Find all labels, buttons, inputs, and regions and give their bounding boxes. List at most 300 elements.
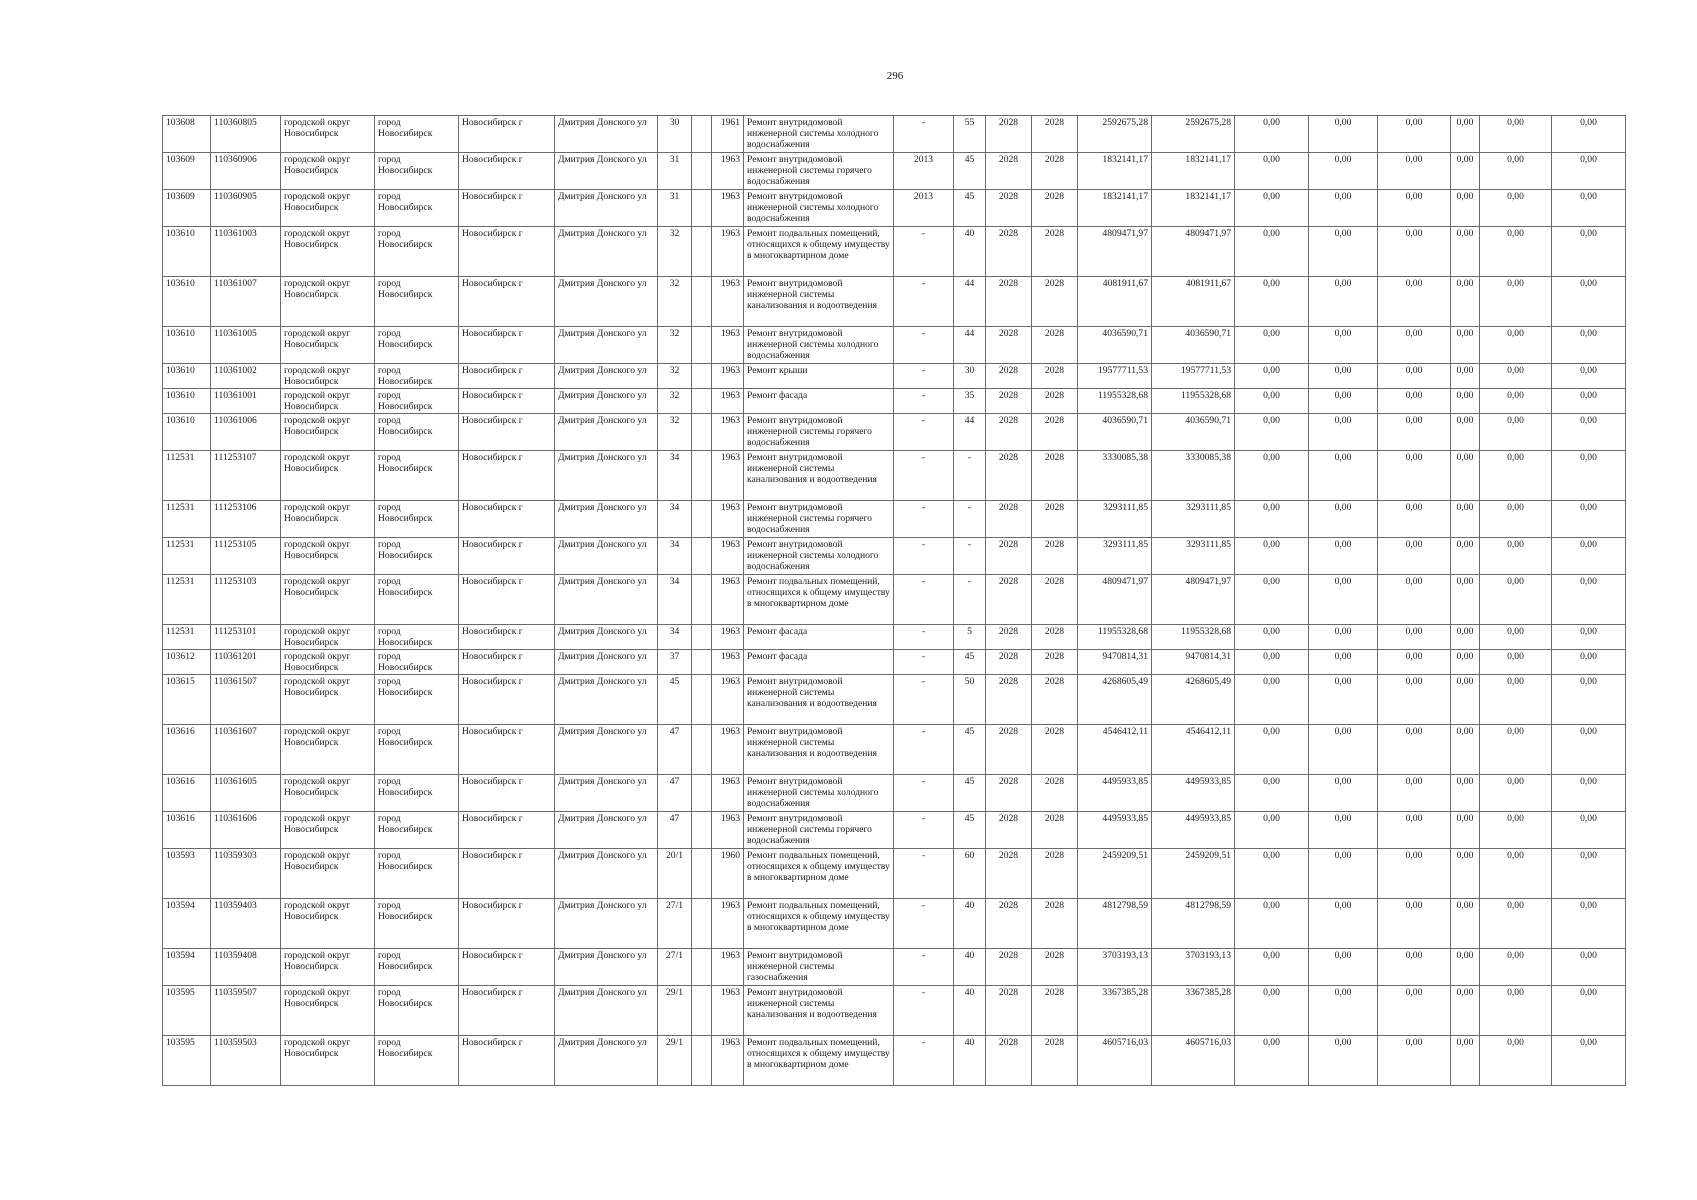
cell-amount-1: 0,00 — [1235, 277, 1309, 327]
cell-amount-6: 0,00 — [1552, 775, 1626, 812]
table-row — [163, 116, 1626, 153]
cell-building — [692, 389, 712, 414]
cell-amount-1: 0,00 — [1235, 949, 1309, 986]
cell-object-id: 103610 — [163, 327, 211, 364]
cell-house-number: 31 — [658, 153, 692, 190]
cell-amount-2: 0,00 — [1309, 501, 1378, 538]
cell-settlement: город Новосибирск — [375, 812, 459, 849]
cell-amount-5: 0,00 — [1480, 227, 1552, 277]
cell-cost-fund: 4809471,97 — [1152, 575, 1235, 625]
cell-cost-fund: 1832141,17 — [1152, 190, 1235, 227]
cell-locality: Новосибирск г — [459, 190, 555, 227]
cell-amount-5: 0,00 — [1480, 389, 1552, 414]
cell-amount-2: 0,00 — [1309, 949, 1378, 986]
cell-municipality: городской округ Новосибирск — [281, 650, 375, 675]
cell-cost-fund: 2592675,28 — [1152, 116, 1235, 153]
cell-building — [692, 364, 712, 389]
cell-amount-1: 0,00 — [1235, 190, 1309, 227]
cell-amount-2: 0,00 — [1309, 986, 1378, 1036]
cell-settlement: город Новосибирск — [375, 575, 459, 625]
cell-amount-2: 0,00 — [1309, 153, 1378, 190]
cell-amount-6: 0,00 — [1552, 812, 1626, 849]
cell-wear-percent: 60 — [954, 849, 986, 899]
capital-repair-table — [162, 115, 1626, 1086]
cell-amount-3: 0,00 — [1378, 949, 1451, 986]
cell-wear-percent: 45 — [954, 775, 986, 812]
cell-plan-year-end: 2028 — [1032, 227, 1078, 277]
cell-locality: Новосибирск г — [459, 116, 555, 153]
cell-wear-percent: - — [954, 575, 986, 625]
cell-street: Дмитрия Донского ул — [555, 501, 658, 538]
cell-amount-4: 0,00 — [1451, 190, 1480, 227]
cell-amount-2: 0,00 — [1309, 227, 1378, 277]
cell-wear-percent: - — [954, 538, 986, 575]
cell-work-id: 110361607 — [211, 725, 281, 775]
cell-locality: Новосибирск г — [459, 650, 555, 675]
cell-work-id: 110360906 — [211, 153, 281, 190]
cell-last-repair-year: - — [894, 625, 954, 650]
cell-amount-2: 0,00 — [1309, 538, 1378, 575]
cell-municipality: городской округ Новосибирск — [281, 389, 375, 414]
table-row — [163, 849, 1626, 899]
cell-cost-total: 4812798,59 — [1078, 899, 1152, 949]
cell-amount-5: 0,00 — [1480, 849, 1552, 899]
cell-plan-year-end: 2028 — [1032, 538, 1078, 575]
cell-cost-total: 9470814,31 — [1078, 650, 1152, 675]
cell-cost-total: 2459209,51 — [1078, 849, 1152, 899]
cell-plan-year-end: 2028 — [1032, 650, 1078, 675]
cell-house-number: 27/1 — [658, 949, 692, 986]
cell-year-built: 1963 — [712, 451, 744, 501]
cell-settlement: город Новосибирск — [375, 116, 459, 153]
cell-plan-year-end: 2028 — [1032, 364, 1078, 389]
cell-municipality: городской округ Новосибирск — [281, 277, 375, 327]
cell-house-number: 32 — [658, 327, 692, 364]
cell-work-type: Ремонт внутридомовой инженерной системы канализования и водоотведения — [744, 986, 894, 1036]
cell-cost-fund: 3293111,85 — [1152, 501, 1235, 538]
cell-plan-year-start: 2028 — [986, 812, 1032, 849]
cell-work-id: 110359303 — [211, 849, 281, 899]
cell-amount-1: 0,00 — [1235, 1036, 1309, 1086]
page-number: 296 — [886, 70, 904, 82]
cell-wear-percent: 40 — [954, 949, 986, 986]
cell-amount-3: 0,00 — [1378, 153, 1451, 190]
cell-house-number: 47 — [658, 812, 692, 849]
cell-amount-6: 0,00 — [1552, 277, 1626, 327]
cell-wear-percent: 40 — [954, 986, 986, 1036]
cell-plan-year-end: 2028 — [1032, 327, 1078, 364]
cell-amount-3: 0,00 — [1378, 986, 1451, 1036]
cell-year-built: 1963 — [712, 277, 744, 327]
cell-work-type: Ремонт фасада — [744, 650, 894, 675]
cell-settlement: город Новосибирск — [375, 364, 459, 389]
table-row — [163, 725, 1626, 775]
cell-last-repair-year: - — [894, 775, 954, 812]
cell-object-id: 103616 — [163, 725, 211, 775]
cell-last-repair-year: - — [894, 227, 954, 277]
table-row — [163, 190, 1626, 227]
cell-cost-fund: 11955328,68 — [1152, 625, 1235, 650]
cell-amount-5: 0,00 — [1480, 986, 1552, 1036]
cell-plan-year-start: 2028 — [986, 451, 1032, 501]
cell-plan-year-end: 2028 — [1032, 775, 1078, 812]
cell-amount-5: 0,00 — [1480, 675, 1552, 725]
cell-wear-percent: - — [954, 451, 986, 501]
cell-amount-6: 0,00 — [1552, 650, 1626, 675]
table-row — [163, 1036, 1626, 1086]
cell-amount-3: 0,00 — [1378, 364, 1451, 389]
table-row — [163, 986, 1626, 1036]
cell-municipality: городской округ Новосибирск — [281, 575, 375, 625]
cell-object-id: 103616 — [163, 812, 211, 849]
cell-wear-percent: - — [954, 501, 986, 538]
cell-amount-2: 0,00 — [1309, 812, 1378, 849]
cell-house-number: 32 — [658, 414, 692, 451]
cell-building — [692, 116, 712, 153]
cell-amount-1: 0,00 — [1235, 625, 1309, 650]
cell-plan-year-end: 2028 — [1032, 725, 1078, 775]
cell-house-number: 47 — [658, 775, 692, 812]
cell-amount-5: 0,00 — [1480, 812, 1552, 849]
cell-work-id: 110361001 — [211, 389, 281, 414]
cell-amount-6: 0,00 — [1552, 986, 1626, 1036]
cell-last-repair-year: - — [894, 812, 954, 849]
cell-building — [692, 277, 712, 327]
cell-last-repair-year: - — [894, 650, 954, 675]
cell-house-number: 32 — [658, 277, 692, 327]
cell-street: Дмитрия Донского ул — [555, 364, 658, 389]
cell-amount-5: 0,00 — [1480, 725, 1552, 775]
cell-building — [692, 625, 712, 650]
cell-amount-3: 0,00 — [1378, 575, 1451, 625]
cell-last-repair-year: - — [894, 986, 954, 1036]
cell-municipality: городской округ Новосибирск — [281, 538, 375, 575]
table-row — [163, 775, 1626, 812]
cell-plan-year-start: 2028 — [986, 414, 1032, 451]
cell-plan-year-end: 2028 — [1032, 116, 1078, 153]
cell-object-id: 103608 — [163, 116, 211, 153]
cell-last-repair-year: - — [894, 538, 954, 575]
cell-amount-4: 0,00 — [1451, 986, 1480, 1036]
cell-object-id: 103610 — [163, 277, 211, 327]
cell-amount-1: 0,00 — [1235, 116, 1309, 153]
cell-plan-year-start: 2028 — [986, 153, 1032, 190]
cell-amount-4: 0,00 — [1451, 625, 1480, 650]
table-row — [163, 899, 1626, 949]
cell-last-repair-year: - — [894, 949, 954, 986]
cell-settlement: город Новосибирск — [375, 625, 459, 650]
cell-last-repair-year: - — [894, 575, 954, 625]
cell-object-id: 103610 — [163, 414, 211, 451]
cell-plan-year-start: 2028 — [986, 538, 1032, 575]
cell-work-id: 110359408 — [211, 949, 281, 986]
cell-cost-fund: 1832141,17 — [1152, 153, 1235, 190]
cell-object-id: 112531 — [163, 625, 211, 650]
cell-cost-fund: 4081911,67 — [1152, 277, 1235, 327]
cell-plan-year-end: 2028 — [1032, 949, 1078, 986]
cell-cost-total: 4809471,97 — [1078, 227, 1152, 277]
cell-cost-total: 4081911,67 — [1078, 277, 1152, 327]
cell-plan-year-end: 2028 — [1032, 899, 1078, 949]
cell-building — [692, 949, 712, 986]
cell-work-id: 111253106 — [211, 501, 281, 538]
cell-amount-2: 0,00 — [1309, 190, 1378, 227]
cell-amount-5: 0,00 — [1480, 775, 1552, 812]
cell-object-id: 103610 — [163, 389, 211, 414]
cell-building — [692, 327, 712, 364]
cell-building — [692, 775, 712, 812]
cell-object-id: 103610 — [163, 227, 211, 277]
cell-amount-3: 0,00 — [1378, 849, 1451, 899]
cell-cost-total: 4605716,03 — [1078, 1036, 1152, 1086]
table-body — [163, 116, 1626, 1086]
cell-plan-year-start: 2028 — [986, 501, 1032, 538]
cell-cost-fund: 4546412,11 — [1152, 725, 1235, 775]
cell-work-type: Ремонт подвальных помещений, относящихся к общему имуществу в многоквартирном доме — [744, 227, 894, 277]
cell-year-built: 1963 — [712, 650, 744, 675]
cell-house-number: 32 — [658, 389, 692, 414]
cell-amount-6: 0,00 — [1552, 1036, 1626, 1086]
cell-amount-4: 0,00 — [1451, 949, 1480, 986]
cell-year-built: 1963 — [712, 153, 744, 190]
cell-amount-3: 0,00 — [1378, 227, 1451, 277]
cell-amount-5: 0,00 — [1480, 625, 1552, 650]
cell-cost-total: 4495933,85 — [1078, 775, 1152, 812]
cell-amount-6: 0,00 — [1552, 327, 1626, 364]
cell-locality: Новосибирск г — [459, 327, 555, 364]
cell-amount-2: 0,00 — [1309, 675, 1378, 725]
cell-amount-3: 0,00 — [1378, 775, 1451, 812]
cell-street: Дмитрия Донского ул — [555, 949, 658, 986]
cell-cost-fund: 9470814,31 — [1152, 650, 1235, 675]
cell-plan-year-start: 2028 — [986, 227, 1032, 277]
cell-amount-2: 0,00 — [1309, 650, 1378, 675]
cell-work-type: Ремонт подвальных помещений, относящихся к общему имуществу в многоквартирном доме — [744, 899, 894, 949]
cell-street: Дмитрия Донского ул — [555, 775, 658, 812]
cell-last-repair-year: 2013 — [894, 190, 954, 227]
cell-locality: Новосибирск г — [459, 414, 555, 451]
cell-street: Дмитрия Донского ул — [555, 849, 658, 899]
cell-cost-fund: 11955328,68 — [1152, 389, 1235, 414]
cell-house-number: 34 — [658, 538, 692, 575]
cell-work-type: Ремонт крыши — [744, 364, 894, 389]
cell-work-id: 111253103 — [211, 575, 281, 625]
cell-object-id: 103615 — [163, 675, 211, 725]
cell-work-id: 110359507 — [211, 986, 281, 1036]
cell-amount-5: 0,00 — [1480, 501, 1552, 538]
cell-amount-6: 0,00 — [1552, 153, 1626, 190]
cell-street: Дмитрия Донского ул — [555, 538, 658, 575]
cell-amount-1: 0,00 — [1235, 899, 1309, 949]
cell-amount-6: 0,00 — [1552, 538, 1626, 575]
cell-amount-3: 0,00 — [1378, 625, 1451, 650]
cell-amount-2: 0,00 — [1309, 899, 1378, 949]
cell-amount-1: 0,00 — [1235, 986, 1309, 1036]
cell-amount-1: 0,00 — [1235, 153, 1309, 190]
cell-amount-1: 0,00 — [1235, 849, 1309, 899]
cell-cost-fund: 4812798,59 — [1152, 899, 1235, 949]
cell-wear-percent: 45 — [954, 190, 986, 227]
cell-amount-4: 0,00 — [1451, 725, 1480, 775]
cell-street: Дмитрия Донского ул — [555, 675, 658, 725]
cell-work-type: Ремонт внутридомовой инженерной системы горячего водоснабжения — [744, 501, 894, 538]
cell-building — [692, 190, 712, 227]
table-row — [163, 949, 1626, 986]
cell-locality: Новосибирск г — [459, 849, 555, 899]
cell-building — [692, 227, 712, 277]
cell-cost-total: 4036590,71 — [1078, 414, 1152, 451]
cell-settlement: город Новосибирск — [375, 153, 459, 190]
cell-municipality: городской округ Новосибирск — [281, 625, 375, 650]
cell-plan-year-end: 2028 — [1032, 625, 1078, 650]
cell-amount-6: 0,00 — [1552, 675, 1626, 725]
cell-plan-year-start: 2028 — [986, 327, 1032, 364]
cell-plan-year-start: 2028 — [986, 986, 1032, 1036]
cell-amount-1: 0,00 — [1235, 227, 1309, 277]
cell-plan-year-end: 2028 — [1032, 277, 1078, 327]
cell-last-repair-year: - — [894, 725, 954, 775]
cell-cost-fund: 4036590,71 — [1152, 414, 1235, 451]
cell-settlement: город Новосибирск — [375, 501, 459, 538]
cell-plan-year-end: 2028 — [1032, 675, 1078, 725]
cell-municipality: городской округ Новосибирск — [281, 849, 375, 899]
cell-locality: Новосибирск г — [459, 364, 555, 389]
cell-last-repair-year: - — [894, 849, 954, 899]
cell-street: Дмитрия Донского ул — [555, 389, 658, 414]
cell-municipality: городской округ Новосибирск — [281, 451, 375, 501]
cell-plan-year-start: 2028 — [986, 949, 1032, 986]
table-row — [163, 153, 1626, 190]
cell-building — [692, 675, 712, 725]
cell-year-built: 1961 — [712, 116, 744, 153]
cell-cost-fund: 3367385,28 — [1152, 986, 1235, 1036]
cell-year-built: 1963 — [712, 899, 744, 949]
cell-amount-3: 0,00 — [1378, 899, 1451, 949]
cell-municipality: городской округ Новосибирск — [281, 812, 375, 849]
cell-amount-1: 0,00 — [1235, 364, 1309, 389]
cell-plan-year-start: 2028 — [986, 899, 1032, 949]
cell-wear-percent: 40 — [954, 1036, 986, 1086]
cell-house-number: 32 — [658, 227, 692, 277]
cell-cost-total: 19577711,53 — [1078, 364, 1152, 389]
cell-street: Дмитрия Донского ул — [555, 277, 658, 327]
table-row — [163, 389, 1626, 414]
cell-work-type: Ремонт внутридомовой инженерной системы холодного водоснабжения — [744, 190, 894, 227]
cell-amount-5: 0,00 — [1480, 364, 1552, 389]
cell-amount-4: 0,00 — [1451, 675, 1480, 725]
cell-cost-total: 3293111,85 — [1078, 538, 1152, 575]
cell-wear-percent: 35 — [954, 389, 986, 414]
cell-amount-5: 0,00 — [1480, 1036, 1552, 1086]
cell-plan-year-start: 2028 — [986, 625, 1032, 650]
cell-amount-2: 0,00 — [1309, 775, 1378, 812]
cell-municipality: городской округ Новосибирск — [281, 227, 375, 277]
cell-work-id: 110361002 — [211, 364, 281, 389]
cell-object-id: 112531 — [163, 451, 211, 501]
cell-year-built: 1963 — [712, 575, 744, 625]
cell-object-id: 112531 — [163, 501, 211, 538]
cell-amount-1: 0,00 — [1235, 501, 1309, 538]
cell-street: Дмитрия Донского ул — [555, 725, 658, 775]
cell-work-id: 110359403 — [211, 899, 281, 949]
cell-cost-fund: 4495933,85 — [1152, 812, 1235, 849]
cell-amount-6: 0,00 — [1552, 625, 1626, 650]
cell-amount-4: 0,00 — [1451, 1036, 1480, 1086]
cell-locality: Новосибирск г — [459, 986, 555, 1036]
cell-building — [692, 501, 712, 538]
cell-amount-4: 0,00 — [1451, 849, 1480, 899]
cell-amount-4: 0,00 — [1451, 575, 1480, 625]
cell-cost-fund: 4495933,85 — [1152, 775, 1235, 812]
cell-cost-total: 4036590,71 — [1078, 327, 1152, 364]
cell-municipality: городской округ Новосибирск — [281, 949, 375, 986]
cell-plan-year-end: 2028 — [1032, 389, 1078, 414]
cell-year-built: 1963 — [712, 775, 744, 812]
cell-plan-year-end: 2028 — [1032, 812, 1078, 849]
cell-amount-5: 0,00 — [1480, 650, 1552, 675]
cell-municipality: городской округ Новосибирск — [281, 899, 375, 949]
cell-amount-6: 0,00 — [1552, 575, 1626, 625]
cell-cost-total: 4268605,49 — [1078, 675, 1152, 725]
cell-locality: Новосибирск г — [459, 812, 555, 849]
cell-amount-4: 0,00 — [1451, 327, 1480, 364]
cell-amount-5: 0,00 — [1480, 451, 1552, 501]
cell-amount-2: 0,00 — [1309, 327, 1378, 364]
table-row — [163, 364, 1626, 389]
cell-street: Дмитрия Донского ул — [555, 650, 658, 675]
cell-wear-percent: 50 — [954, 675, 986, 725]
cell-year-built: 1963 — [712, 986, 744, 1036]
cell-amount-5: 0,00 — [1480, 414, 1552, 451]
cell-municipality: городской округ Новосибирск — [281, 153, 375, 190]
cell-year-built: 1963 — [712, 190, 744, 227]
cell-work-type: Ремонт внутридомовой инженерной системы холодного водоснабжения — [744, 327, 894, 364]
cell-building — [692, 849, 712, 899]
cell-amount-3: 0,00 — [1378, 116, 1451, 153]
cell-settlement: город Новосибирск — [375, 277, 459, 327]
cell-work-type: Ремонт внутридомовой инженерной системы газоснабжения — [744, 949, 894, 986]
cell-cost-fund: 4809471,97 — [1152, 227, 1235, 277]
cell-settlement: город Новосибирск — [375, 650, 459, 675]
cell-street: Дмитрия Донского ул — [555, 575, 658, 625]
table-row — [163, 675, 1626, 725]
cell-locality: Новосибирск г — [459, 775, 555, 812]
cell-last-repair-year: - — [894, 414, 954, 451]
cell-amount-3: 0,00 — [1378, 538, 1451, 575]
cell-street: Дмитрия Донского ул — [555, 327, 658, 364]
cell-amount-4: 0,00 — [1451, 501, 1480, 538]
cell-building — [692, 812, 712, 849]
cell-work-type: Ремонт внутридомовой инженерной системы горячего водоснабжения — [744, 153, 894, 190]
cell-house-number: 37 — [658, 650, 692, 675]
cell-municipality: городской округ Новосибирск — [281, 675, 375, 725]
cell-amount-3: 0,00 — [1378, 414, 1451, 451]
cell-last-repair-year: - — [894, 116, 954, 153]
cell-work-type: Ремонт внутридомовой инженерной системы канализования и водоотведения — [744, 675, 894, 725]
cell-street: Дмитрия Донского ул — [555, 899, 658, 949]
cell-plan-year-start: 2028 — [986, 675, 1032, 725]
cell-plan-year-start: 2028 — [986, 1036, 1032, 1086]
cell-settlement: город Новосибирск — [375, 1036, 459, 1086]
table-row — [163, 625, 1626, 650]
cell-building — [692, 899, 712, 949]
cell-cost-total: 3330085,38 — [1078, 451, 1152, 501]
cell-amount-2: 0,00 — [1309, 451, 1378, 501]
cell-plan-year-end: 2028 — [1032, 190, 1078, 227]
cell-cost-total: 1832141,17 — [1078, 153, 1152, 190]
cell-locality: Новосибирск г — [459, 725, 555, 775]
cell-cost-fund: 19577711,53 — [1152, 364, 1235, 389]
